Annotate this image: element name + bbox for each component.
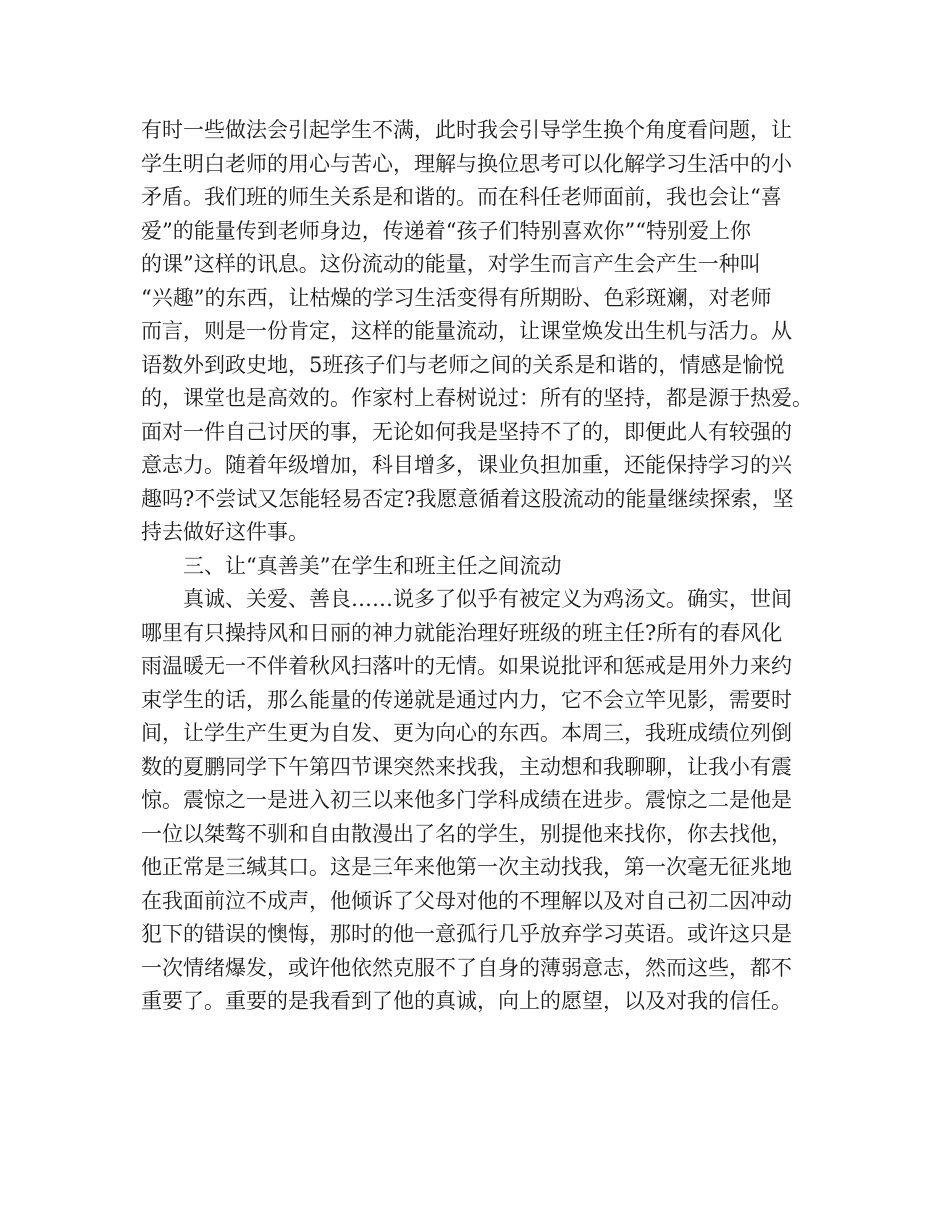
text-line: 雨温暖无一不伴着秋风扫落叶的无情。如果说批评和惩戒是用外力来约 bbox=[141, 654, 792, 678]
text-line: 学生明白老师的用心与苦心，理解与换位思考可以化解学习生活中的小 bbox=[141, 151, 792, 176]
text-line: 数的夏鹏同学下午第四节课突然来找我，主动想和我聊聊，让我小有震 bbox=[141, 754, 792, 779]
text-line: 哪里有只操持风和日丽的神力就能治理好班级的班主任?所有的春风化 bbox=[141, 620, 783, 645]
text-line: 他正常是三缄其口。这是三年来他第一次主动找我，第一次毫无征兆地 bbox=[141, 855, 792, 879]
text-line: 爱”的能量传到老师身边，传递着“孩子们特别喜欢你”“特别爱上你 bbox=[141, 218, 751, 243]
text-line: 趣吗?不尝试又怎能轻易否定?我愿意循着这股流动的能量继续探索，坚 bbox=[141, 486, 794, 511]
text-line: 重要了。重要的是我看到了他的真诚，向上的愿望，以及对我的信任。 bbox=[141, 989, 792, 1013]
text-line: 语数外到政史地，5班孩子们与老师之间的关系是和谐的，情感是愉悦 bbox=[141, 352, 785, 377]
text-line: 有时一些做法会引起学生不满，此时我会引导学生换个角度看问题，让 bbox=[141, 118, 792, 142]
text-line: 束学生的话，那么能量的传递就是通过内力，它不会立竿见影，需要时 bbox=[141, 687, 792, 712]
text-line: 矛盾。我们班的师生关系是和谐的。而在科任老师面前，我也会让“喜 bbox=[141, 185, 782, 209]
text-line: 犯下的错误的懊悔，那时的他一意孤行几乎放弃学习英语。或许这只是 bbox=[141, 922, 792, 946]
text-line: 的课”这样的讯息。这份流动的能量，对学生而言产生会产生一种叫 bbox=[141, 252, 761, 276]
text-line: 持去做好这件事。 bbox=[141, 520, 309, 544]
text-line: 间，让学生产生更为自发、更为向心的东西。本周三，我班成绩位列倒 bbox=[141, 721, 792, 745]
text-line: 惊。震惊之一是进入初三以来他多门学科成绩在进步。震惊之二是他是 bbox=[141, 788, 792, 812]
text-line: “兴趣”的东西，让枯燥的学习生活变得有所期盼、色彩斑斓，对老师 bbox=[141, 285, 772, 310]
section-heading: 三、让“真善美”在学生和班主任之间流动 bbox=[183, 553, 562, 578]
text-line: 在我面前泣不成声，他倾诉了父母对他的不理解以及对自己初二因冲动 bbox=[141, 888, 792, 913]
text-line: 意志力。随着年级增加，科目增多，课业负担加重，还能保持学习的兴 bbox=[141, 453, 792, 477]
text-line: 而言，则是一份肯定，这样的能量流动，让课堂焕发出生机与活力。从 bbox=[141, 319, 792, 343]
text-line: 的，课堂也是高效的。作家村上春树说过：所有的坚持，都是源于热爱。 bbox=[141, 386, 813, 410]
paragraph-first-line: 真诚、关爱、善良……说多了似乎有被定义为鸡汤文。确实，世间 bbox=[183, 587, 792, 611]
text-line: 面对一件自己讨厌的事，无论如何我是坚持不了的，即便此人有较强的 bbox=[141, 419, 792, 444]
text-line: 一次情绪爆发，或许他依然克服不了自身的薄弱意志，然而这些，都不 bbox=[141, 955, 792, 980]
text-line: 一位以桀骜不驯和自由散漫出了名的学生，别提他来找你，你去找他， bbox=[141, 821, 792, 846]
body-text bbox=[141, 114, 841, 1019]
